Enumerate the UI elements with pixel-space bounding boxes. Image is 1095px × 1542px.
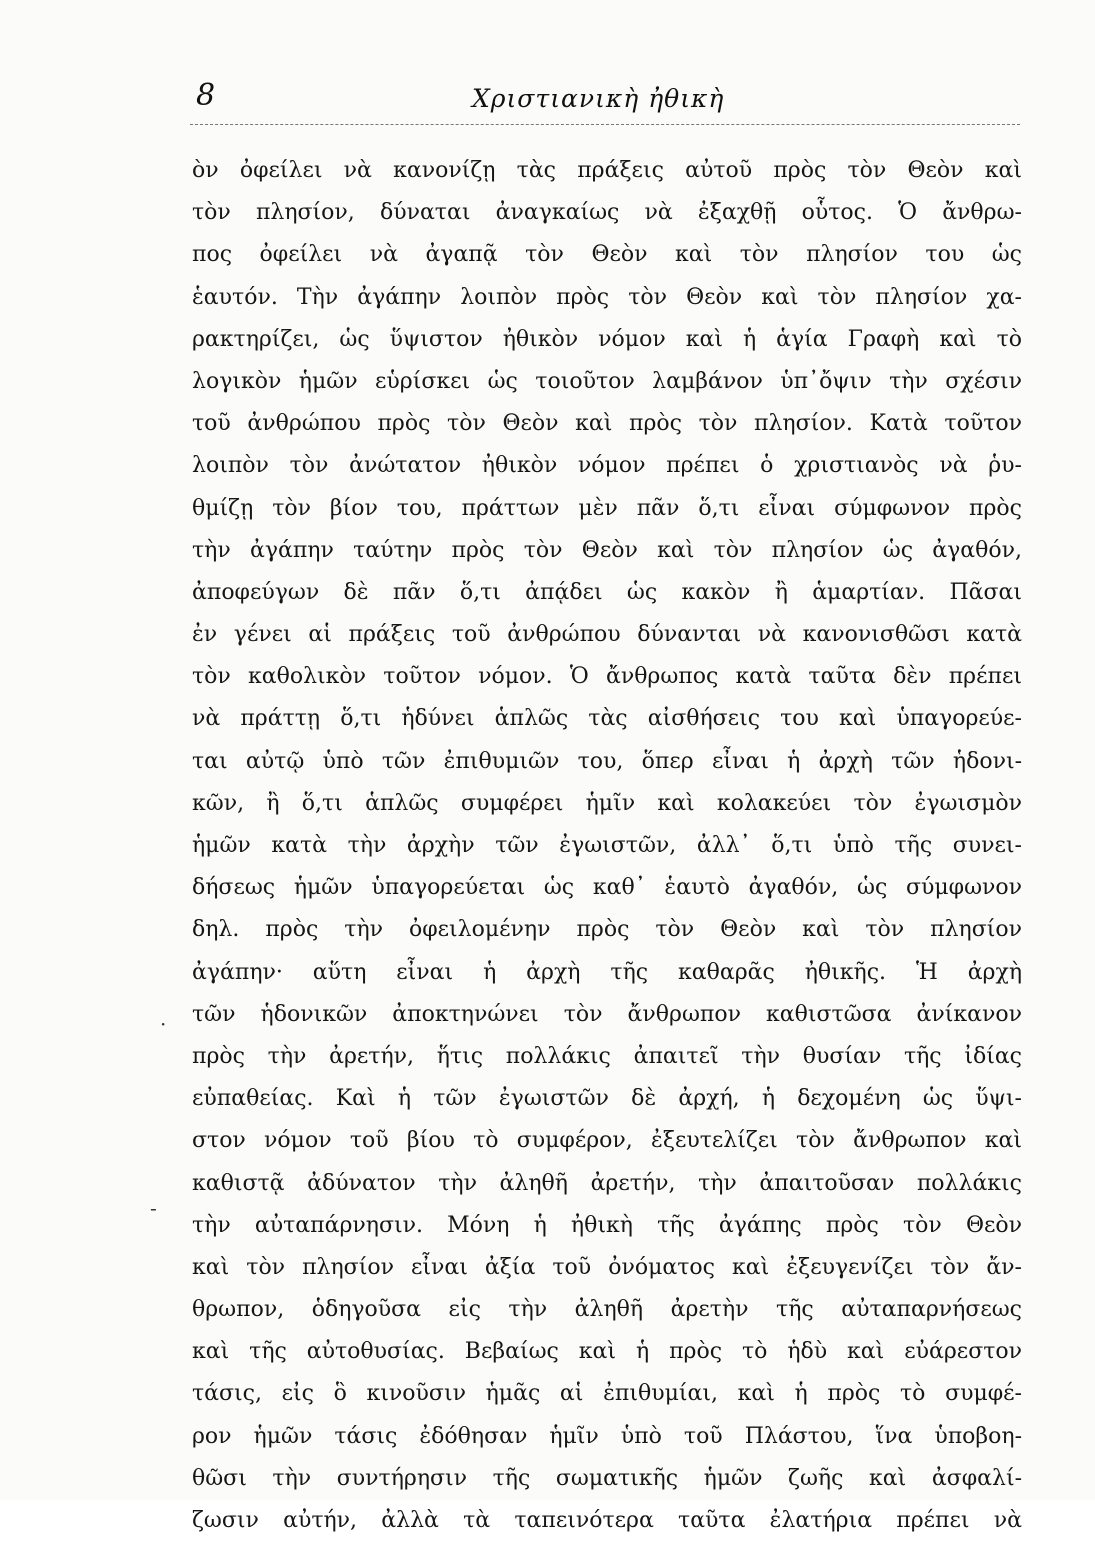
text-line: ἐν γένει αἱ πράξεις τοῦ ἀνθρώπου δύνανται νὰ κανονισθῶσι κατὰ: [192, 622, 1022, 648]
text-line: εὐπαθείας. Καὶ ἡ τῶν ἐγωιστῶν δὲ ἀρχή, ἡ δεχομένη ὡς ὕψι-: [192, 1086, 1022, 1112]
text-line: καὶ τῆς αὐτοθυσίας. Βεβαίως καὶ ἡ πρὸς τὸ ἡδὺ καὶ εὐάρεστον: [192, 1339, 1022, 1365]
header-divider: [190, 124, 1020, 125]
text-line: ρον ἡμῶν τάσις ἐδόθησαν ἡμῖν ὑπὸ τοῦ Πλάστου, ἵνα ὑποβοη-: [192, 1423, 1022, 1449]
text-line: καὶ τὸν πλησίον εἶναι ἀξία τοῦ ὀνόματος καὶ ἐξευγενίζει τὸν ἄν-: [192, 1254, 1022, 1280]
text-line: ἡμῶν κατὰ τὴν ἀρχὴν τῶν ἐγωιστῶν, ἀλλ᾽ ὅ,τι ὑπὸ τῆς συνει-: [192, 833, 1022, 858]
text-line: τὸν πλησίον, δύναται ἀναγκαίως νὰ ἐξαχθῇ οὗτος. Ὁ ἄνθρω-: [192, 200, 1022, 226]
text-line: πρὸς τὴν ἀρετήν, ἥτις πολλάκις ἀπαιτεῖ τὴν θυσίαν τῆς ἰδίας: [192, 1043, 1022, 1069]
text-line: τῶν ἡδονικῶν ἀποκτηνώνει τὸν ἄνθρωπον καθιστῶσα ἀνίκανον: [192, 1001, 1022, 1027]
text-line: ὸν ὀφείλει νὰ κανονίζῃ τὰς πράξεις αὐτοῦ πρὸς τὸν Θεὸν καὶ: [192, 158, 1022, 183]
text-line: κῶν, ἢ ὅ,τι ἁπλῶς συμφέρει ἡμῖν καὶ κολακεύει τὸν ἐγωισμὸν: [192, 790, 1022, 816]
text-line: νὰ πράττῃ ὅ,τι ἡδύνει ἁπλῶς τὰς αἰσθήσεις του καὶ ὑπαγορεύε-: [192, 706, 1022, 732]
text-line: τοῦ ἀνθρώπου πρὸς τὸν Θεὸν καὶ πρὸς τὸν πλησίον. Κατὰ τοῦτον: [192, 411, 1022, 437]
text-line: στον νόμον τοῦ βίου τὸ συμφέρον, ἐξευτελίζει τὸν ἄνθρωπον καὶ: [192, 1128, 1022, 1154]
text-line: δηλ. πρὸς τὴν ὀφειλομένην πρὸς τὸν Θεὸν καὶ τὸν πλησίον: [192, 917, 1022, 943]
text-line: θῶσι τὴν συντήρησιν τῆς σωματικῆς ἡμῶν ζωῆς καὶ ἀσφαλί-: [192, 1465, 1022, 1491]
text-line: ἀγάπην· αὕτη εἶναι ἡ ἀρχὴ τῆς καθαρᾶς ἠθικῆς. Ἡ ἀρχὴ: [192, 959, 1022, 985]
margin-mark: ·: [160, 1012, 167, 1036]
text-line: ἀποφεύγων δὲ πᾶν ὅ,τι ἀπᾴδει ὡς κακὸν ἢ ἁμαρτίαν. Πᾶσαι: [192, 579, 1022, 605]
text-line: θμίζῃ τὸν βίον του, πράττων μὲν πᾶν ὅ,τι εἶναι σύμφωνον πρὸς: [192, 495, 1022, 521]
text-line: ται αὐτῷ ὑπὸ τῶν ἐπιθυμιῶν του, ὅπερ εἶναι ἡ ἀρχὴ τῶν ἡδονι-: [192, 748, 1022, 774]
text-line: ζωσιν αὐτήν, ἀλλὰ τὰ ταπεινότερα ταῦτα ἐλατήρια πρέπει νὰ: [192, 1508, 1022, 1533]
text-line: τὸν καθολικὸν τοῦτον νόμον. Ὁ ἄνθρωπος κατὰ ταῦτα δὲν πρέπει: [192, 664, 1022, 690]
body-text: [192, 150, 1022, 1542]
text-line: τὴν ἀγάπην ταύτην πρὸς τὸν Θεὸν καὶ τὸν πλησίον ὡς ἀγαθόν,: [192, 537, 1022, 563]
text-line: καθιστᾷ ἀδύνατον τὴν ἀληθῆ ἀρετήν, τὴν ἀπαιτοῦσαν πολλάκις: [192, 1170, 1022, 1196]
running-title: Χριστιανικὴ ἠθικὴ: [472, 84, 725, 113]
margin-mark: -: [150, 1196, 157, 1220]
text-line: τὴν αὐταπάρνησιν. Μόνη ἡ ἠθικὴ τῆς ἀγάπης πρὸς τὸν Θεὸν: [192, 1212, 1022, 1238]
page-header: [190, 78, 1020, 118]
text-line: δήσεως ἡμῶν ὑπαγορεύεται ὡς καθ᾽ ἑαυτὸ ἀγαθόν, ὡς σύμφωνον: [192, 875, 1022, 901]
text-line: τάσις, εἰς ὃ κινοῦσιν ἡμᾶς αἱ ἐπιθυμίαι, καὶ ἡ πρὸς τὸ συμφέ-: [192, 1381, 1022, 1407]
text-line: λογικὸν ἡμῶν εὑρίσκει ὡς τοιοῦτον λαμβάνον ὑπ᾽ὄψιν τὴν σχέσιν: [192, 368, 1022, 394]
text-line: ρακτηρίζει, ὡς ὕψιστον ἠθικὸν νόμον καὶ ἡ ἁγία Γραφὴ καὶ τὸ: [192, 326, 1022, 352]
text-line: λοιπὸν τὸν ἀνώτατον ἠθικὸν νόμον πρέπει ὁ χριστιανὸς νὰ ῥυ-: [192, 453, 1022, 479]
page-number: 8: [196, 78, 216, 113]
text-line: ἑαυτόν. Τὴν ἀγάπην λοιπὸν πρὸς τὸν Θεὸν καὶ τὸν πλησίον χα-: [192, 284, 1022, 310]
text-line: θρωπον, ὁδηγοῦσα εἰς τὴν ἀληθῆ ἀρετὴν τῆς αὐταπαρνήσεως: [192, 1297, 1022, 1323]
text-line: πος ὀφείλει νὰ ἀγαπᾷ τὸν Θεὸν καὶ τὸν πλησίον του ὡς: [192, 242, 1022, 268]
